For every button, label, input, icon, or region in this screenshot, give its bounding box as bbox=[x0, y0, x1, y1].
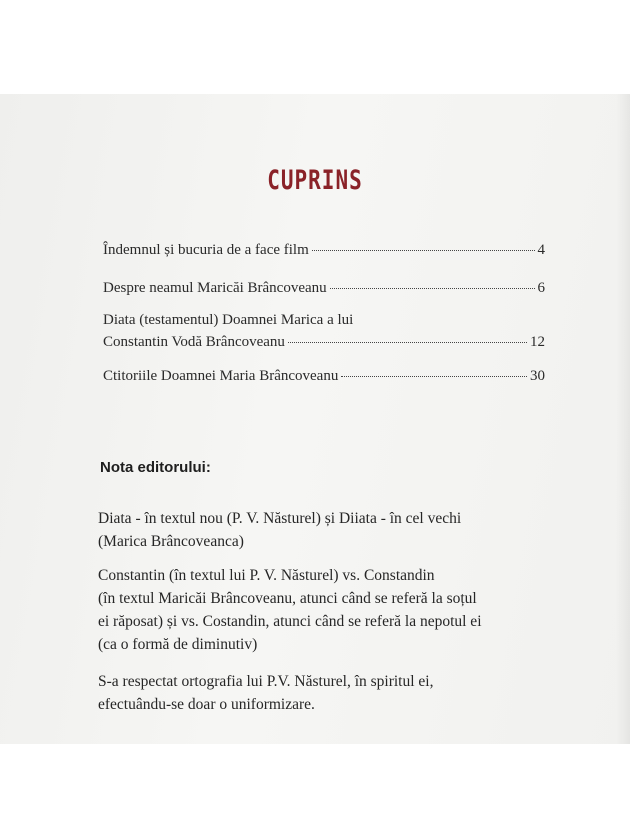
toc-leader-dots bbox=[312, 250, 535, 251]
toc-entry-page: 6 bbox=[537, 280, 545, 296]
note-line: (în textul Maricăi Brâncoveanu, atunci când se referă la soțul bbox=[98, 590, 477, 607]
toc-entry-text: Constantin Vodă Brâncoveanu bbox=[103, 334, 285, 350]
page-title: CUPRINS bbox=[267, 165, 363, 195]
note-paragraph bbox=[98, 564, 568, 656]
toc-entry-text-line1: Diata (testamentul) Doamnei Marica a lui bbox=[103, 312, 354, 328]
note-paragraph bbox=[98, 507, 568, 553]
toc-leader-dots bbox=[330, 288, 535, 289]
note-line: (ca o formă de diminutiv) bbox=[98, 636, 258, 653]
toc-entry-text: Ctitoriile Doamnei Maria Brâncoveanu bbox=[103, 368, 339, 384]
note-line: S-a respectat ortografia lui P.V. Năsturel, în spiritul ei, bbox=[98, 673, 434, 690]
toc-entry bbox=[103, 368, 545, 385]
toc-entry bbox=[103, 334, 545, 351]
toc-entry-text: Îndemnul și bucuria de a face film bbox=[103, 242, 309, 258]
note-paragraph bbox=[98, 670, 568, 716]
toc-entry bbox=[103, 280, 545, 297]
toc-leader-dots bbox=[341, 376, 527, 377]
note-title: Nota editorului: bbox=[100, 459, 211, 476]
note-line: efectuându-se doar o uniformizare. bbox=[98, 696, 315, 713]
note-line: Constantin (în textul lui P. V. Năsturel) vs. Constandin bbox=[98, 567, 435, 584]
note-line: (Marica Brâncoveanca) bbox=[98, 533, 244, 550]
note-line: ei răposat) și vs. Costandin, atunci când se referă la nepotul ei bbox=[98, 613, 482, 630]
toc-entry-page: 4 bbox=[537, 242, 545, 258]
note-line: Diata - în textul nou (P. V. Năsturel) și Diiata - în cel vechi bbox=[98, 510, 462, 527]
toc-leader-dots bbox=[288, 342, 527, 343]
toc-entry-text: Despre neamul Maricăi Brâncoveanu bbox=[103, 280, 327, 296]
toc-entry bbox=[103, 242, 545, 259]
toc-entry-page: 12 bbox=[530, 334, 545, 350]
toc-entry-page: 30 bbox=[530, 368, 545, 384]
